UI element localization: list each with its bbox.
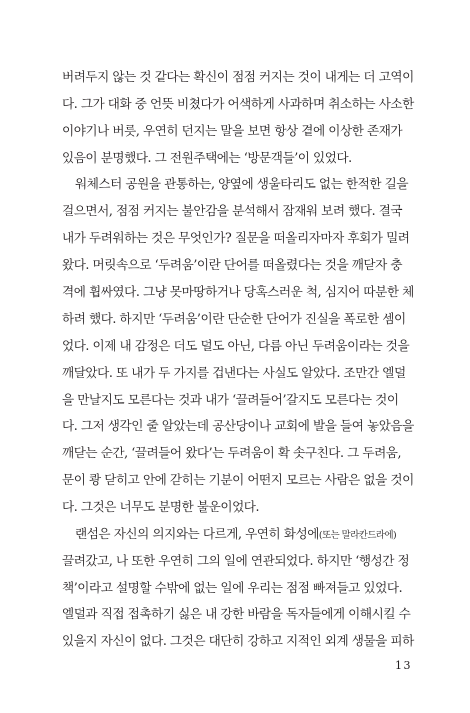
text-line: 문이 쾅 닫히고 안에 갇히는 기분이 어떤지 모르는 사람은 없을 것이 xyxy=(62,472,414,487)
text-line: 깨달았다. 또 내가 두 가지를 겁낸다는 사실도 알았다. 조만간 엘덜 xyxy=(62,365,406,380)
text-line: 이야기나 버릇, 우연히 던지는 말을 보면 항상 곁에 이상한 존재가 xyxy=(62,123,403,138)
text-line: 걸으면서, 점점 커지는 불안감을 분석해서 잠재워 보려 했다. 결국 xyxy=(62,203,403,218)
page-number: 13 xyxy=(395,659,412,672)
text-line: 었다. 이제 내 감정은 더도 덜도 아닌, 다름 아닌 두려움이라는 것을 xyxy=(62,338,410,353)
text-line: 책’이라고 설명할 수밖에 없는 일에 우리는 점점 빠져들고 있었다. xyxy=(62,580,403,595)
text-line: 다. 그것은 너무도 분명한 불운이었다. xyxy=(62,499,260,514)
text-line: 버려두지 않는 것 같다는 확신이 점점 커지는 것이 내게는 더 고역이 xyxy=(62,69,414,84)
text-line: 하려 했다. 하지만 ‘두려움’이란 단순한 단어가 진실을 폭로한 셈이 xyxy=(62,311,406,326)
text-line: 격에 휩싸였다. 그냥 못마땅하거나 당혹스러운 척, 심지어 따분한 체 xyxy=(62,284,414,299)
text-line: 있을지 자신이 없다. 그것은 대단히 강하고 지적인 외계 생물을 피하 xyxy=(62,633,414,648)
text-line: 다. 그저 생각인 줄 알았는데 공산당이나 교회에 발을 들여 놓았음을 xyxy=(62,418,414,433)
text-line: 을 만날지도 모른다는 것과 내가 ‘끌려들어’갈지도 모른다는 것이 xyxy=(62,392,399,407)
parenthetical-note: (또는 말라칸드라에) xyxy=(318,530,397,541)
paragraph-start-line: 워체스터 공원을 관통하는, 양옆에 생울타리도 없는 한적한 길을 xyxy=(75,176,409,191)
text-line: 다. 그가 대화 중 언뜻 비쳤다가 어색하게 사과하며 취소하는 사소한 xyxy=(62,96,414,111)
paragraph-start-line xyxy=(75,526,412,544)
text-line: 왔다. 머릿속으로 ‘두려움’이란 단어를 떠올렸다는 것을 깨닫자 충 xyxy=(62,257,403,272)
text-line: 깨닫는 순간, ‘끌려들어 왔다’는 두려움이 확 솟구친다. 그 두려움, xyxy=(62,445,402,460)
text-line: 내가 두려워하는 것은 무엇인가? 질문을 떠올리자마자 후회가 밀려 xyxy=(62,230,410,245)
text-line: 있음이 분명했다. 그 전원주택에는 ‘방문객들’이 있었다. xyxy=(62,150,352,165)
text-line: 엘덜과 직접 접촉하기 싫은 내 강한 바람을 독자들에게 이해시킬 수 xyxy=(62,606,411,621)
text-line: 끌려갔고, 나 또한 우연히 그의 일에 연관되었다. 하지만 ‘행성간 정 xyxy=(62,553,410,568)
text-span: 랜섬은 자신의 의지와는 다르게, 우연히 화성에 xyxy=(75,526,319,541)
